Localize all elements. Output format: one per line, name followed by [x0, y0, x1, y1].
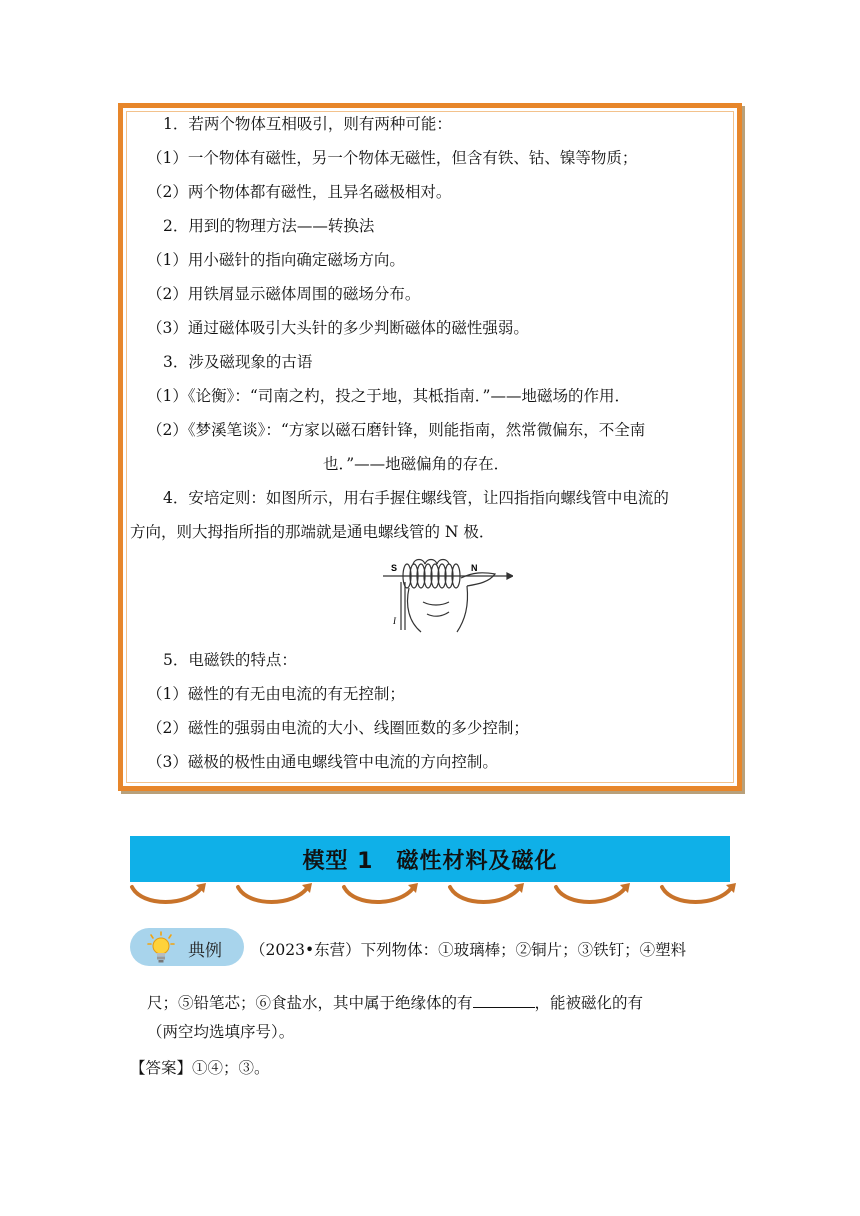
note-line: （1）《论衡》：“司南之杓，投之于地，其柢指南．”——地磁场的作用． [147, 387, 630, 405]
note-line: 2．用到的物理方法——转换法 [163, 217, 375, 235]
question-line: 尺；⑤铅笔芯；⑥食盐水，其中属于绝缘体的有 ，能被磁化的有 [147, 994, 644, 1012]
right-hand-rule-figure [383, 556, 513, 634]
note-line: （1）磁性的有无由电流的有无控制； [147, 685, 405, 703]
note-line: （3）磁极的极性由通电螺线管中电流的方向控制。 [147, 753, 498, 771]
note-line: 5．电磁铁的特点： [163, 651, 297, 669]
note-line: 方向，则大拇指所指的那端就是通电螺线管的 N 极． [130, 523, 495, 541]
note-line: （2）用铁屑显示磁体周围的磁场分布。 [147, 285, 421, 303]
note-line: （2）《梦溪笔谈》：“方家以磁石磨针锋，则能指南，然常微偏东，不全南 [147, 421, 646, 439]
section-title: 模型 1 磁性材料及磁化 [302, 848, 558, 874]
note-line: 也．”——地磁偏角的存在． [323, 455, 510, 473]
note-line: （2）磁性的强弱由电流的大小、线圈匝数的多少控制； [147, 719, 529, 737]
note-line: 4．安培定则：如图所示，用右手握住螺线管，让四指指向螺线管中电流的 [163, 489, 669, 507]
decorative-arcs [126, 881, 736, 913]
note-line: 1．若两个物体互相吸引，则有两种可能： [163, 115, 452, 133]
note-line: （2）两个物体都有磁性，且异名磁极相对。 [147, 183, 452, 201]
note-line: 3．涉及磁现象的古语 [163, 353, 313, 371]
note-line: （3）通过磁体吸引大头针的多少判断磁体的磁性强弱。 [147, 319, 529, 337]
label-s: S [391, 563, 398, 573]
answer-blank-1 [473, 993, 535, 1008]
example-badge-label: 典例 [188, 941, 222, 961]
question-line: （2023•东营）下列物体：①玻璃棒；②铜片；③铁钉；④塑料 [250, 941, 687, 959]
section-banner [130, 836, 730, 882]
example-badge [130, 928, 244, 966]
label-i: I [393, 616, 396, 626]
question-line: （两空均选填序号）。 [147, 1023, 295, 1041]
note-line: （1）用小磁针的指向确定磁场方向。 [147, 251, 405, 269]
label-n: N [471, 563, 478, 573]
answer-line: 【答案】①④；③。 [130, 1059, 270, 1077]
note-line: （1）一个物体有磁性，另一个物体无磁性，但含有铁、钴、镍等物质； [147, 149, 638, 167]
lightbulb-icon [146, 931, 176, 965]
